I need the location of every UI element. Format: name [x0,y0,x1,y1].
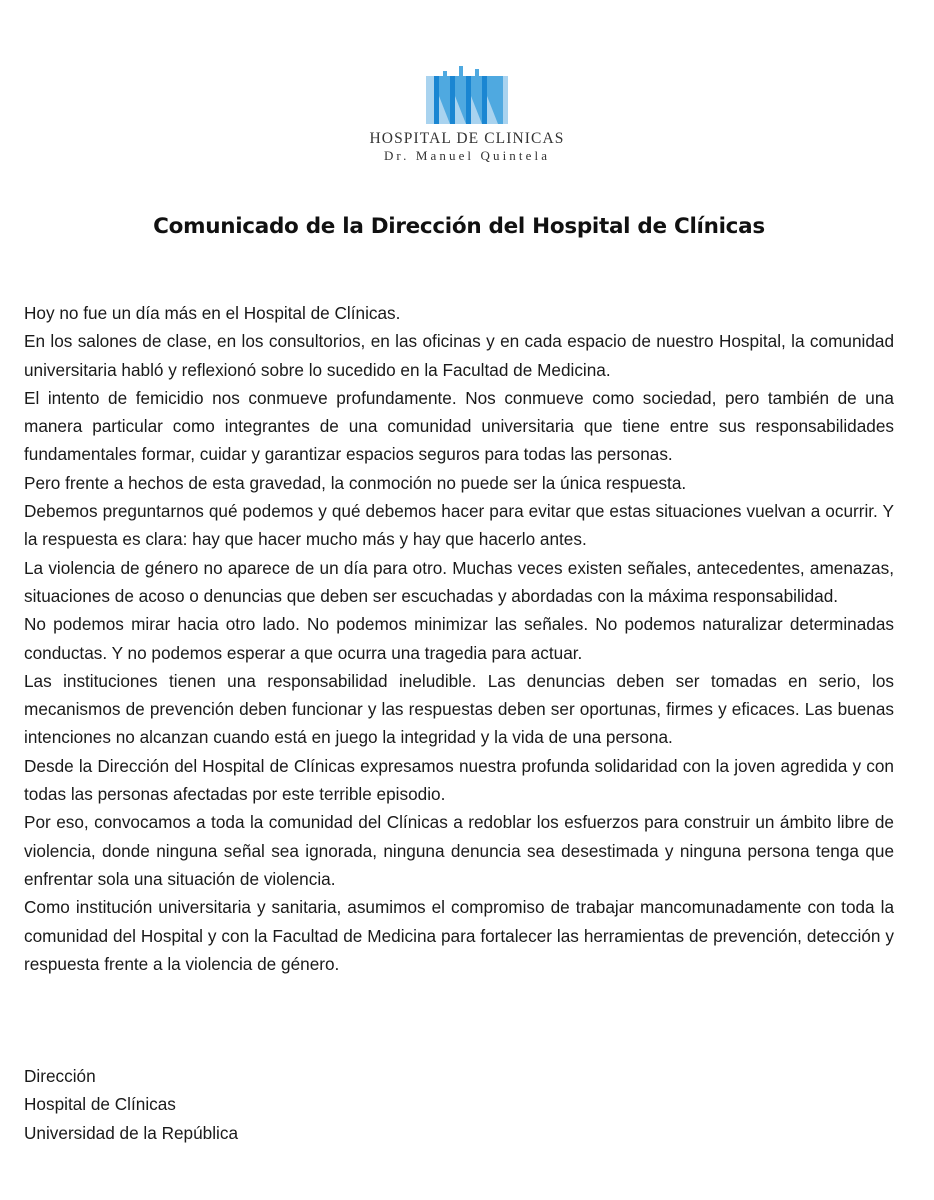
paragraph: Pero frente a hechos de esta gravedad, la conmoción no puede ser la única respuesta. [24,472,687,493]
paragraph: Las instituciones tienen una responsabilidad ineludible. Las denuncias deben ser tomadas en serio, los mecanismos de prevención deben funcionar y las respuestas deben ser oportunas, firmes y eficaces. Las buenas intenciones no alcanzan cuando está en juego la integridad y la vida de una persona. [24,670,894,748]
paragraph: No podemos mirar hacia otro lado. No podemos minimizar las señales. No podemos naturalizar determinadas conductas. Y no podemos esperar a que ocurra una tragedia para actuar. [24,614,894,663]
hospital-logo [352,66,582,166]
paragraph: Desde la Dirección del Hospital de Clínicas expresamos nuestra profunda solidaridad con la joven agredida y con todas las personas afectadas por este terrible episodio. [24,755,894,805]
paragraph: Debemos preguntarnos qué podemos y qué debemos hacer para evitar que estas situaciones vuelvan a ocurrir. Y la respuesta es clara: hay que hacer mucho más y hay que hacerlo antes. [24,501,894,550]
paragraph: En los salones de clase, en los consultorios, en las oficinas y en cada espacio de nuestro Hospital, la comunidad universitaria habló y reflexionó sobre lo sucedido en la Facultad de Medicina. [24,331,894,380]
signature-line-hospital: Hospital de Clínicas [24,1094,176,1115]
signature-line-universidad: Universidad de la República [24,1122,239,1143]
signature-line-direccion: Dirección [24,1066,96,1086]
document-body [24,299,894,978]
paragraph: Como institución universitaria y sanitaria, asumimos el compromiso de trabajar mancomunadamente con toda la comunidad del Hospital y con la Facultad de Medicina para fortalecer las herramientas de prevención, detección y respuesta frente a la violencia de género. [24,897,894,974]
logo-text-hospital: HOSPITAL DE CLINICAS [369,130,565,147]
paragraph: La violencia de género no aparece de un día para otro. Muchas veces existen señales, antecedentes, amenazas, situaciones de acoso o denuncias que deben ser escuchadas y abordadas con la máxima responsabilidad. [24,557,894,606]
logo-text-doctor: Dr. Manuel Quintela [383,148,551,163]
signature-block [24,1062,524,1147]
paragraph: Hoy no fue un día más en el Hospital de Clínicas. [24,303,401,323]
hospital-logo-icon [426,66,508,124]
paragraph: Por eso, convocamos a toda la comunidad del Clínicas a redoblar los esfuerzos para construir un ámbito libre de violencia, donde ninguna señal sea ignorada, ninguna denuncia sea desestimada y ninguna persona tenga que enfrentar sola una situación de violencia. [24,812,894,889]
document-title: Comunicado de la Dirección del Hospital de Clínicas [153,214,765,239]
paragraph: El intento de femicidio nos conmueve profundamente. Nos conmueve como sociedad, pero también de una manera particular como integrantes de una comunidad universitaria que tiene entre sus responsabilidades fundamentales formar, cuidar y garantizar espacios seguros para todas las personas. [24,387,894,465]
